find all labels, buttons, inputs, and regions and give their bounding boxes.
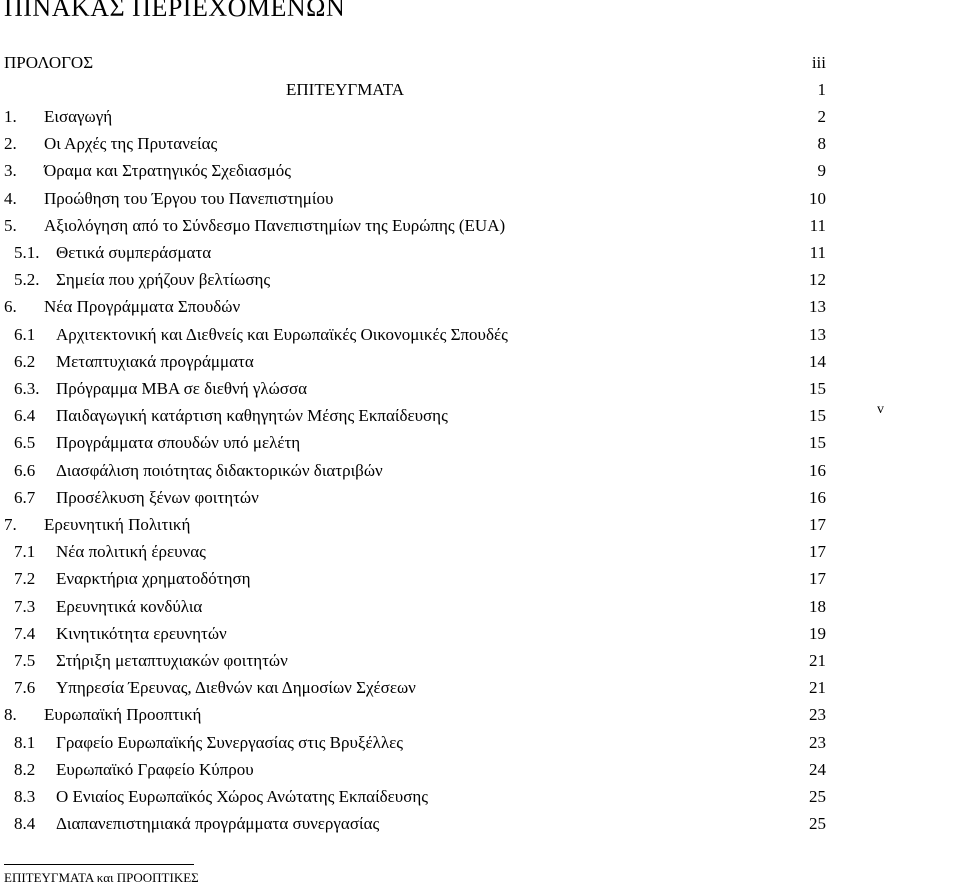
page-title: ΠΙΝΑΚΑΣ ΠΕΡΙΕΧΟΜΕΝΩΝ [4,0,346,22]
section-heading-label: ΕΠΙΤΕΥΓΜΑΤΑ [286,80,405,99]
toc-page-number: 2 [817,107,826,126]
toc-page-number: 19 [809,623,826,643]
toc-page-number: 17 [809,515,826,534]
toc-page-number: 23 [809,732,826,752]
toc-number: 5.2. [14,270,40,290]
toc-label: Στήριξη μεταπτυχιακών φοιτητών [56,651,288,670]
toc-label: Εισαγωγή [44,107,113,126]
toc-row[interactable] [4,376,826,402]
toc-page-number: 9 [817,161,826,181]
toc-label: Εναρκτήρια χρηματοδότηση [56,569,251,589]
toc-label: Γραφείο Ευρωπαϊκής Συνεργασίας στις Βρυξέλλες [56,732,403,752]
toc-label: Διαπανεπιστημιακά προγράμματα συνεργασίας [56,814,380,834]
toc-page-number: 15 [809,379,826,398]
toc-row[interactable] [4,267,826,293]
toc-number: 7.6 [14,678,36,698]
toc-page-number: iii [811,53,826,72]
toc-row[interactable] [4,512,826,538]
toc-row[interactable] [4,648,826,674]
toc-number: 8. [4,705,17,725]
toc-row[interactable] [4,322,826,348]
toc-label: Πρόγραμμα MBA σε διεθνή γλώσσα [56,379,308,398]
toc-number: 7.5 [14,651,36,670]
toc-page-number: 11 [809,215,826,235]
toc-label: ΠΡΟΛΟΓΟΣ [4,53,94,72]
toc-page-number: 10 [809,188,826,208]
toc-row[interactable] [4,784,826,810]
toc-number: 7. [4,515,17,534]
toc-row[interactable] [4,294,826,320]
toc-label: Διασφάλιση ποιότητας διδακτορικών διατριβών [56,460,383,480]
toc-page-number: 15 [809,406,826,426]
toc-page-number: 13 [809,324,826,344]
toc-row[interactable] [4,675,826,701]
toc-number: 6.7 [14,487,36,507]
toc-page-number: 11 [809,243,826,262]
footer-text: ΕΠΙΤΕΥΓΜΑΤΑ και ΠΡΟΟΠΤΙΚΕΣ [4,870,199,885]
toc-number: 8.4 [14,814,36,834]
toc-number: 5.1. [14,243,40,262]
toc-label: Προσέλκυση ξένων φοιτητών [56,487,259,507]
toc-label: Νέα Προγράμματα Σπουδών [44,297,241,317]
toc-page-number: 12 [809,270,826,290]
toc-page-number: 18 [809,596,826,616]
toc-number: 7.2 [14,569,36,589]
toc-row[interactable] [4,621,826,647]
toc-label: Ερευνητικά κονδύλια [56,596,203,616]
toc-page-number: 25 [809,787,826,806]
toc-row[interactable] [4,240,826,266]
toc-number: 3. [4,161,17,181]
toc-row[interactable] [4,458,826,484]
toc-number: 8.2 [14,759,36,779]
toc-label: Προγράμματα σπουδών υπό μελέτη [56,433,301,453]
toc-label: Ο Ενιαίος Ευρωπαϊκός Χώρος Ανώτατης Εκπαίδευσης [56,787,428,806]
toc-number: 7.3 [14,596,36,616]
toc-number: 6.2 [14,351,36,371]
toc-label: Υπηρεσία Έρευνας, Διεθνών και Δημοσίων Σχέσεων [56,678,416,698]
toc-label: Προώθηση του Έργου του Πανεπιστημίου [44,188,334,208]
toc-number: 6.6 [14,460,36,480]
toc-label: Σημεία που χρήζουν βελτίωσης [56,270,271,290]
toc-row[interactable] [4,349,826,375]
toc-row[interactable] [4,566,826,592]
toc-row[interactable] [4,104,826,130]
toc-page-number: 17 [809,569,826,589]
toc-label: Ευρωπαϊκό Γραφείο Κύπρου [56,759,254,779]
toc-page-number: 14 [809,351,826,371]
toc-label: Νέα πολιτική έρευνας [56,542,206,562]
toc-label: Μεταπτυχιακά προγράμματα [56,351,254,371]
toc-row[interactable] [4,186,826,212]
toc-number: 1. [4,107,17,126]
toc-row[interactable] [4,430,826,456]
toc-page-number: 13 [809,297,826,317]
toc-number: 8.3 [14,787,36,806]
toc-page-number: 8 [817,134,826,154]
toc-number: 6.1 [14,324,36,344]
toc-row[interactable] [4,158,826,184]
toc-row[interactable] [4,485,826,511]
toc-page-number: 24 [809,759,826,779]
toc-row[interactable] [4,594,826,620]
toc-label: Οι Αρχές της Πρυτανείας [44,134,218,154]
toc-section-heading[interactable] [4,77,826,103]
toc-page-number: 21 [809,678,826,698]
toc-number: 7.4 [14,623,36,643]
toc-page-number: 15 [809,433,826,453]
toc-number: 8.1 [14,732,36,752]
margin-page-number: v [877,402,884,417]
toc-page-number: 25 [809,814,826,834]
toc-page-number: 16 [809,487,826,507]
toc-number: 6. [4,297,17,317]
toc-row-prologue[interactable] [4,50,826,76]
toc-label: Θετικά συμπεράσματα [56,243,212,262]
toc-label: Παιδαγωγική κατάρτιση καθηγητών Μέσης Εκπαίδευσης [56,406,448,426]
toc-number: 6.5 [14,433,36,453]
toc-number: 6.3. [14,379,40,398]
toc-page-number: 17 [809,542,826,562]
toc-row[interactable] [4,213,826,239]
toc-row[interactable] [4,757,826,783]
toc-number: 5. [4,215,17,235]
toc-row[interactable] [4,702,826,728]
toc-label: Ερευνητική Πολιτική [44,515,191,534]
toc-row[interactable] [4,539,826,565]
toc-page-number: 23 [809,705,826,725]
toc-row[interactable] [4,131,826,157]
toc-row[interactable] [4,730,826,756]
toc-number: 2. [4,134,17,154]
toc-row[interactable] [4,811,826,837]
toc-label: Αρχιτεκτονική και Διεθνείς και Ευρωπαϊκές Οικονομικές Σπουδές [56,324,508,344]
toc-label: Ευρωπαϊκή Προοπτική [44,705,202,725]
toc-label: Κινητικότητα ερευνητών [56,623,227,643]
toc-label: Όραμα και Στρατηγικός Σχεδιασμός [44,161,291,181]
toc-number: 6.4 [14,406,36,426]
toc-label: Αξιολόγηση από το Σύνδεσμο Πανεπιστημίων της Ευρώπης (EUA) [44,215,506,235]
toc-number: 4. [4,188,17,208]
toc-page-number: 21 [809,651,826,670]
toc-page-number: 16 [809,460,826,480]
footer-rule [4,864,194,865]
toc-page-number: 1 [817,80,826,99]
toc-row[interactable] [4,403,826,429]
toc-number: 7.1 [14,542,36,562]
